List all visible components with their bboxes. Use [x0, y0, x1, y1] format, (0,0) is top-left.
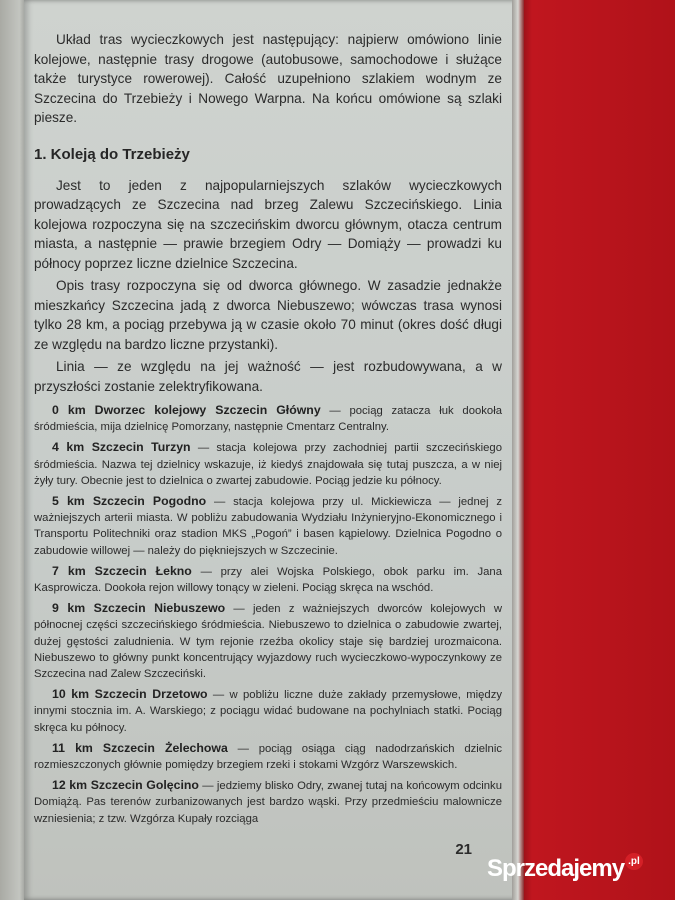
body-paragraph: Jest to jeden z najpopularniejszych szlaków wycieczkowych prowadzących ze Szczecina nad brzeg Zalewu Szczecińskiego. Linia kolejowa rozpoczyna się na szczecińskim dworcu głównym, otacza centrum miasta, a następnie — prawie brzegiem Odry — Domiąży — prowadzi ku północy poprzez liczne dzielnice Szczecina.: [34, 177, 502, 271]
station-name: 7 km Szczecin Łekno: [52, 563, 192, 578]
intro-paragraph: Układ tras wycieczkowych jest następujący: najpierw omówiono linie kolejowe, następnie trasy drogowe (autobusowe, samochodowe i służące także turystyce rowerowej). Całość uzupełniono szlakiem wodnym ze Szczecina do Trzebieży i Nowego Warpna. Na końcu omówione są szlaki piesze.: [34, 32, 502, 125]
station-entry: [34, 402, 502, 435]
red-book-cover: [520, 0, 675, 900]
station-entry: [34, 563, 502, 596]
station-description: — pociąg zatacza łuk dookoła śródmieścia, mija dzielnicę Pomorzany, następnie Cmentarz Centralny.: [34, 405, 502, 434]
station-description: — pociąg osiąga ciąg nadodrzańskich dzielnic rozmieszczonych głównie pomiędzy brzegiem rzeki i stokami Wzgórz Warszewskich.: [34, 742, 502, 772]
station-description: — przy alei Wojska Polskiego, obok parku im. Jana Kasprowicza. Dookoła rejon willowy tonący w zieleni. Pociąg skręca na wschód.: [34, 565, 502, 595]
section-heading: 1. Koleją do Trzebieży: [34, 145, 190, 163]
page-number: 21: [455, 840, 472, 858]
station-description: — stacja kolejowa przy zachodniej partii szczecińskiego śródmieścia. Nazwa tej dzielnicy wskazuje, iż kiedyś znajdowała się tutaj puszcza, a w niej żyły tury. Obecnie jest to dzielnica o zwartej zabudowie. Pociąg jedzie ku północy.: [34, 442, 502, 487]
station-entry: [34, 777, 502, 827]
station-name: 9 km Szczecin Niebuszewo: [52, 601, 226, 616]
station-name: 4 km Szczecin Turzyn: [52, 440, 191, 455]
watermark-logo: [487, 853, 643, 883]
station-name: 10 km Szczecin Drzetowo: [52, 687, 208, 702]
station-name: 0 km Dworzec kolejowy Szczecin Główny: [52, 403, 321, 417]
station-entry: [34, 686, 502, 736]
page-edge: [512, 0, 524, 900]
station-description: — stacja kolejowa przy ul. Mickiewicza — jednej z ważniejszych arterii miasta. W pobliżu zabudowania Wydziału Inżynieryjno-Ekonomicznego i Transportu Politechniki oraz stadion MKS „Pogoń” i basen kąpielowy. Dzielnica Pogodno o zabudowie willowej — należy do piękniejszych w Szczecinie.: [34, 496, 503, 557]
station-description: — jeden z ważniejszych dworców kolejowych w północnej części szczecińskiego śródmieścia. Niebuszewo to dzielnica o zabudowie zwartej, dużej gęstości zaludnienia. W tym rejonie rzeźba okolicy staje się bardziej urozmaicona. Niebuszewo to główny punkt koncentrujący wyjazdowy ruch wycieczkowo-wypoczynkowy ze Szczecina nad Zalew Szczeciński.: [34, 603, 502, 681]
watermark-brand: Sprzedajemy: [487, 855, 625, 882]
station-description: — w pobliżu liczne duże zakłady przemysłowe, między innymi stocznia im. A. Warskiego; z pociągu widać budowane na pochylniach statki. Pociąg skręca ku północy.: [34, 689, 502, 734]
station-description: — jedziemy blisko Odry, zwanej tutaj na końcowym odcinku Domiążą. Pas terenów zurbanizowanych jest bardzo wąski. Przy przedmieściu malownicze wzniesienia; z tzw. Wzgórza Kupały rozciąga: [34, 780, 502, 825]
body-paragraph: Opis trasy rozpoczyna się od dworca głównego. W zasadzie jednakże mieszkańcy Szczecina jadą z dworca Niebuszewo; wówczas trasa wynosi tylko 28 km, a pociąg przebywa ją w czasie około 70 minut (okres dość długi ze względu na bardzo liczne przystanki).: [34, 278, 502, 352]
station-list: [34, 402, 502, 827]
station-entry: [34, 600, 502, 682]
station-entry: [34, 439, 502, 489]
page-text: [34, 30, 502, 859]
station-entry: [34, 493, 502, 559]
body-paragraph: Linia — ze względu na jej ważność — jest rozbudowywana, a w przyszłości zostanie zelektryfikowana.: [34, 359, 502, 394]
station-name: 5 km Szczecin Pogodno: [52, 494, 207, 509]
station-name: 11 km Szczecin Żelechowa: [52, 740, 228, 755]
station-entry: [34, 740, 502, 773]
watermark-suffix: .pl: [625, 853, 643, 870]
station-name: 12 km Szczecin Golęcino: [52, 778, 199, 793]
